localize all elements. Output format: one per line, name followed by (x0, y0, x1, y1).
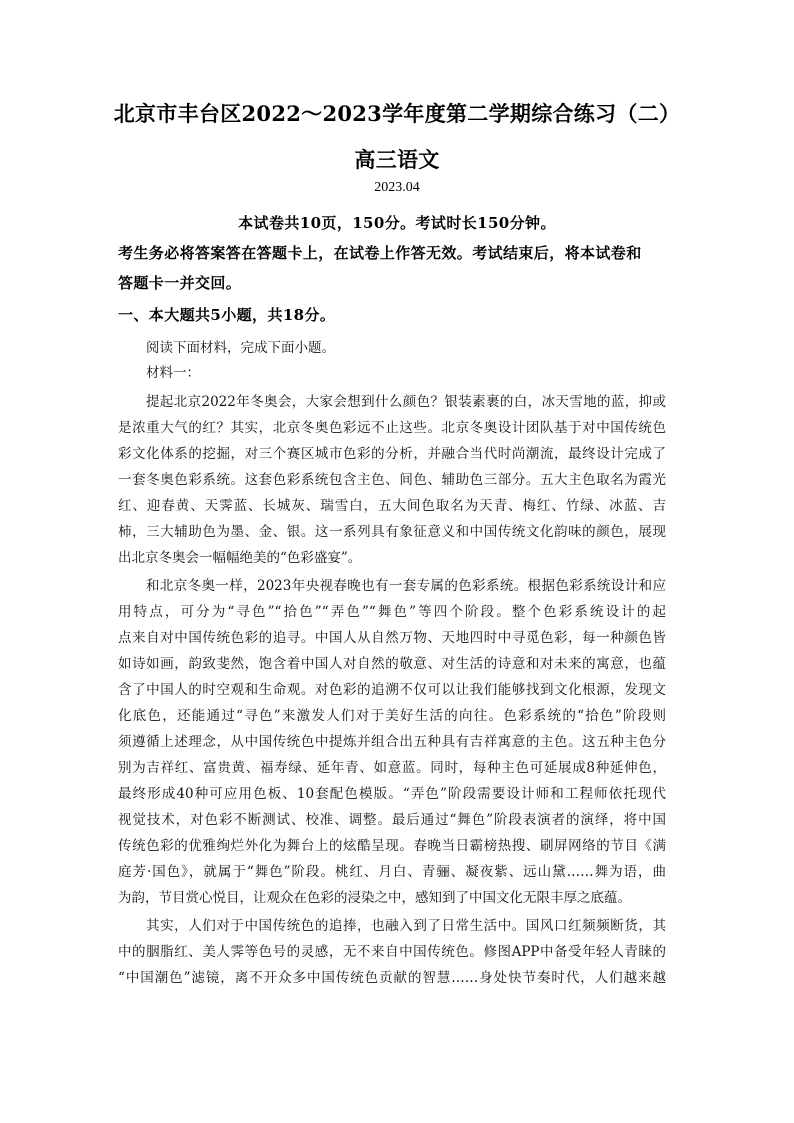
passage-line: 和北京冬奥一样，2023年央视春晚也有一套专属的色彩系统。根据色彩系统设计和应 (146, 578, 666, 594)
document-subtitle: 高三语文 (354, 147, 440, 172)
document-title: 北京市丰台区2022～2023学年度第二学期综合练习（二） (113, 101, 681, 126)
section-instruction: 阅读下面材料，完成下面小题。 (146, 340, 335, 356)
passage-line: 须遵循上述理念，从中国传统色中提炼并组合出五种具有吉祥寓意的主色。这五种主色分 (118, 734, 666, 750)
passage-line: 视觉技术，对色彩不断测试、校准、调整。最后通过“舞色”阶段表演者的演绎，将中国 (118, 812, 666, 828)
passage-line: 为韵，节目赏心悦目，让观众在色彩的浸染之中，感知到了中国文化无限丰厚之底蕴。 (118, 890, 631, 906)
passage-line: 彩文化体系的挖掘，对三个赛区城市色彩的分析，并融合当代时尚潮流，最终设计完成了 (118, 446, 666, 462)
exam-date: 2023.04 (374, 180, 420, 195)
passage-line: 庭芳·国色》，就属于“舞色”阶段。桃红、月白、青骊、凝夜紫、远山黛……舞为语，曲 (118, 864, 666, 880)
passage-line: 出北京冬奥会一幅幅绝美的“色彩盛宴”。 (118, 550, 362, 566)
exam-info: 本试卷共10页，150分。考试时长150分钟。 (238, 214, 556, 232)
passage-line: 提起北京2022年冬奥会，大家会想到什么颜色？银装素裹的白，冰天雪地的蓝，抑或 (146, 394, 666, 410)
passage-line: 是浓重大气的红？其实，北京冬奥色彩远不止这些。北京冬奥设计团队基于对中国传统色 (118, 420, 666, 436)
passage-line: 化底色，还能通过“寻色”来激发人们对于美好生活的向往。色彩系统的“拾色”阶段则 (118, 708, 666, 724)
passage-line: 含了中国人的时空观和生命观。对色彩的追溯不仅可以让我们能够找到文化根源，发现文 (118, 682, 666, 698)
exam-notice-line-1: 考生务必将答案答在答题卡上，在试卷上作答无效。考试结束后，将本试卷和 (118, 244, 642, 262)
passage-line: 红、迎春黄、天霁蓝、长城灰、瑞雪白，五大间色取名为天青、梅红、竹绿、冰蓝、吉 (118, 498, 666, 514)
passage-line: “中国潮色”滤镜，离不开众多中国传统色贡献的智慧……身处快节奏时代，人们越来越 (118, 970, 666, 986)
passage-line: 最终形成40种可应用色板、10套配色模版。“弄色”阶段需要设计师和工程师依托现代 (118, 786, 666, 802)
passage-line: 如诗如画，韵致斐然，饱含着中国人对自然的敬意、对生活的诗意和对未来的寓意，也蕴 (118, 656, 666, 672)
passage-line: 一套冬奥色彩系统。这套色彩系统包含主色、间色、辅助色三部分。五大主色取名为霞光 (118, 472, 666, 488)
passage-line: 用特点，可分为“寻色”“拾色”“弄色”“舞色”等四个阶段。整个色彩系统设计的起 (118, 604, 666, 620)
passage-line: 别为吉祥红、富贵黄、福寿绿、延年青、如意蓝。同时，每种主色可延展成8种延伸色， (118, 760, 666, 776)
passage-line: 其实，人们对于中国传统色的追捧，也融入到了日常生活中。国风口红频频断货，其 (146, 918, 666, 934)
passage-line: 柿，三大辅助色为墨、金、银。这一系列具有象征意义和中国传统文化韵味的颜色，展现 (118, 524, 666, 540)
exam-notice-line-2: 答题卡一并交回。 (118, 274, 242, 292)
material-label: 材料一： (146, 365, 200, 381)
section-heading: 一、本大题共5小题，共18分。 (118, 306, 336, 324)
passage-line: 点来自对中国传统色彩的追寻。中国人从自然万物、天地四时中寻觅色彩，每一种颜色皆 (118, 630, 666, 646)
passage-line: 传统色彩的优雅绚烂外化为舞台上的炫酷呈现。春晚当日霸榜热搜、刷屏网络的节目《满 (118, 838, 666, 854)
passage-line: 中的胭脂红、美人霁等色号的灵感，无不来自中国传统色。修图APP中备受年轻人青睐的 (118, 944, 666, 960)
